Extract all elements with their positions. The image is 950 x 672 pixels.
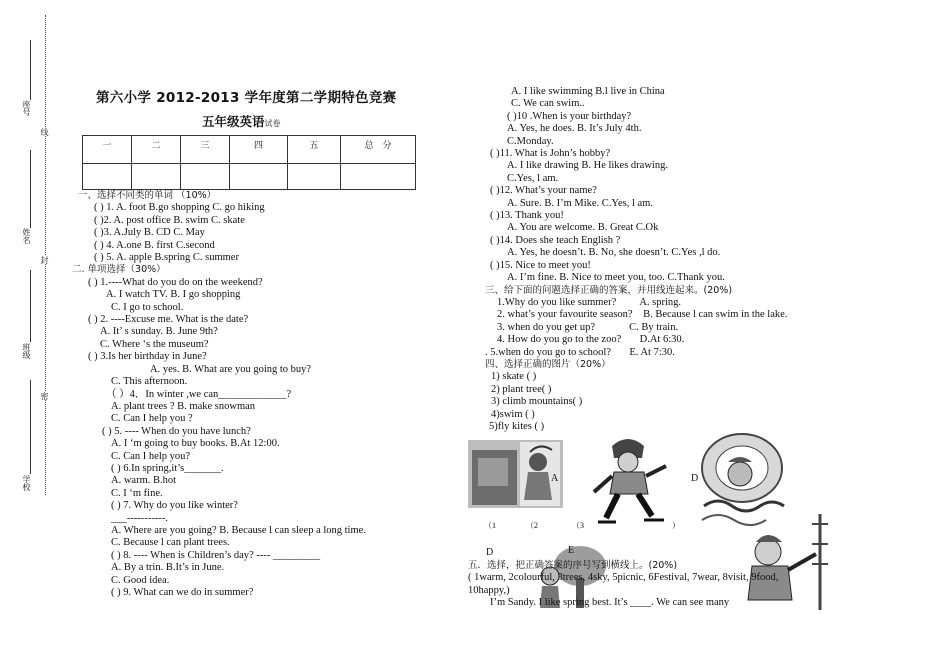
score-cell[interactable] <box>341 164 416 190</box>
option-line: C.Monday. <box>507 135 554 147</box>
picture-number-2: （2 <box>526 521 538 530</box>
option-line: A. You are welcome. B. Great C.Ok <box>507 222 659 234</box>
option-line: C. Can I help you? <box>111 450 191 462</box>
section2-heading: 二. 单项选择（30%） <box>72 264 166 276</box>
question-line: ( )11. What is John’s hobby? <box>490 148 611 160</box>
score-cell[interactable] <box>230 164 288 190</box>
school-line <box>30 380 31 474</box>
question-line: ( )15. Nice to meet you! <box>490 259 591 271</box>
option-line: C. Can I help you ? <box>111 413 193 425</box>
section3-heading: 三、给下面的问题选择正确的答案，并用线连起来。(20%) <box>485 284 733 296</box>
option-line <box>507 123 787 135</box>
option-line: A. I ‘m going to buy books. B.At 12:00. <box>111 438 280 450</box>
score-header-2: 二 <box>132 136 181 164</box>
option-line: A. It’ s sunday. B. June 9th? <box>100 326 218 338</box>
score-header-1: 一 <box>83 136 132 164</box>
question-line: ( )14. Does she teach English ? <box>490 234 621 246</box>
question-line: ( )2. A. post office B. swim C. skate <box>94 214 245 226</box>
picture-label-d: D <box>691 473 699 484</box>
option-line: A. warm. B.hot <box>111 475 177 487</box>
score-cell[interactable] <box>132 164 181 190</box>
score-header-5: 五 <box>288 136 341 164</box>
score-cell[interactable] <box>83 164 132 190</box>
exam-title: 第六小学 2012-2013 学年度第二学期特色竞赛 <box>96 90 397 106</box>
skater-picture <box>592 436 672 528</box>
option-line: A. Sure. B. I’m Mike. C.Yes, l am. <box>507 197 653 209</box>
picture-question: 5)fly kites ( ) <box>489 420 545 432</box>
picture-question: 2) plant tree( ) <box>491 383 552 395</box>
option-line: A. plant trees ? B. make snowman <box>111 400 256 412</box>
picture-question: 4)swim ( ) <box>491 408 535 420</box>
score-header-total: 总 分 <box>341 136 416 164</box>
question-line: ( ) 2. ----Excuse me. What is the date? <box>88 314 249 326</box>
option-line: A. I’m fine. B. Nice to meet you, too. C.Thank you. <box>507 272 725 284</box>
exam-subtitle-main: 五年级英语 <box>202 114 265 129</box>
picture-number-1: （1 <box>484 521 496 530</box>
option-line: A. I like drawing B. He likes drawing. <box>507 160 668 172</box>
match-line: 3. when do you get up? C. By train. <box>497 321 679 333</box>
question-line: ( )10 .When is your birthday? <box>507 110 632 122</box>
question-line: ( ) 5. A. apple B.spring C. summer <box>94 252 239 264</box>
picture-label-d-bottom: D <box>486 547 494 558</box>
picture-question: 1) skate ( ) <box>491 371 537 383</box>
option-line: A. By a trin. B.It’s in June. <box>111 562 225 574</box>
exam-subtitle <box>202 116 281 130</box>
binding-dotted-line <box>45 15 46 495</box>
question-line: ( ) 6.In spring,it’s_______. <box>111 462 224 474</box>
margin-mark-secret: 密 <box>40 392 49 400</box>
option-line: A. yes. B. What are you going to buy? <box>150 363 312 375</box>
option-line: C.Yes, l am. <box>507 172 559 184</box>
seat-label: 座号 <box>22 100 31 116</box>
section5-options: ( 1warm, 2colourful, 3trees, 4sky, 5picnic, 6Festival, 7wear, 8visit, 9food, <box>468 572 779 584</box>
left-column <box>72 190 366 599</box>
question-line: ( )3. A.July B. CD C. May <box>94 227 205 239</box>
match-line: . 5.when do you go to school? E. At 7:30. <box>485 346 675 358</box>
margin-mark-seal: 封 <box>40 256 49 264</box>
picture-question: 3) climb mountains( ) <box>491 396 583 408</box>
section1-heading: 一、选择不同类的单词 （10%） <box>78 190 217 201</box>
question-line: ( ) 9. What can we do in summer? <box>111 587 254 598</box>
section5 <box>468 560 778 610</box>
question-line: ( ) 7. Why do you like winter? <box>111 500 238 512</box>
match-line: 1.Why do you like summer? A. spring. <box>497 296 682 308</box>
option-line: A. I watch TV. B. I go shopping <box>106 289 241 301</box>
question-line: （ ）4．In winter ,we can_____________? <box>106 388 292 400</box>
option-line: C. We can swim.. <box>511 98 585 110</box>
option-line: A. Yes, he doesn’t. B. No, she doesn’t. C.Yes ,l do. <box>507 247 721 259</box>
picture-number-4: ） <box>672 521 680 530</box>
question-line: ( ) 1.----What do you do on the weekend? <box>88 276 263 288</box>
question-line: ( )13. Thank you! <box>490 210 564 222</box>
match-line: 4. How do you go to the zoo? D.At 6:30. <box>497 334 685 346</box>
question-line: ( ) 1. A. foot B.go shopping C. go hiking <box>94 202 265 214</box>
picture-label-e: E <box>568 545 575 556</box>
name-line <box>30 150 31 228</box>
picture-label-a: A <box>551 473 559 484</box>
picture-number-3: （3 <box>572 521 584 530</box>
right-column <box>485 86 787 433</box>
exam-subtitle-small: 试卷 <box>264 119 281 128</box>
name-label: 姓名 <box>22 228 31 244</box>
section5-heading: 五．选择，把正确答案的序号写到横线上。(20%) <box>468 560 678 571</box>
question-line: ( )12. What’s your name? <box>490 185 597 197</box>
score-header-4: 四 <box>230 136 288 164</box>
seat-line <box>30 40 31 100</box>
question-line: ( ) 8. ---- When is Children’s day? ---- _________ <box>111 549 321 561</box>
school-label: 学校 <box>22 475 31 491</box>
section4-heading: 四、选择正确的图片（20%） <box>485 358 611 370</box>
score-cell[interactable] <box>288 164 341 190</box>
class-label: 班级 <box>22 343 31 359</box>
score-table <box>82 135 416 190</box>
section5-options-end: 10happy,) <box>468 584 510 596</box>
answer-blank: ___-----------. <box>111 512 168 524</box>
match-line: 2. what’s your favourite season? B. Because l can swim in the lake. <box>497 309 788 321</box>
option-line: C. Good idea. <box>111 574 170 586</box>
option-line: C. This afternoon. <box>111 376 188 388</box>
kite-girl-picture <box>468 440 563 508</box>
option-text: A. Yes, he does. B. It’s July 4th. <box>507 123 642 135</box>
question-line: ( ) 4. A.one B. first C.second <box>94 239 215 251</box>
question-line: ( ) 5. ---- When do you have lunch? <box>102 425 251 437</box>
section5-sentence: I’m Sandy. I like spring best. It’s ____. We can see many <box>490 597 730 609</box>
option-line: C. I ‘m fine. <box>111 487 163 499</box>
score-cell[interactable] <box>181 164 230 190</box>
margin-mark-line: 线 <box>40 128 49 136</box>
option-line: A. Where are you going? B. Because l can sleep a long time. <box>111 524 366 536</box>
class-line <box>30 270 31 342</box>
option-line: A. I like swimming B.l live in China <box>511 86 665 97</box>
question-line: ( ) 3.Is her birthday in June? <box>88 351 207 363</box>
option-line: C. Where ‘s the museum? <box>100 338 209 350</box>
score-header-3: 三 <box>181 136 230 164</box>
option-line: C. I go to school. <box>111 301 184 313</box>
option-line: C. Because l can plant trees. <box>111 537 230 549</box>
